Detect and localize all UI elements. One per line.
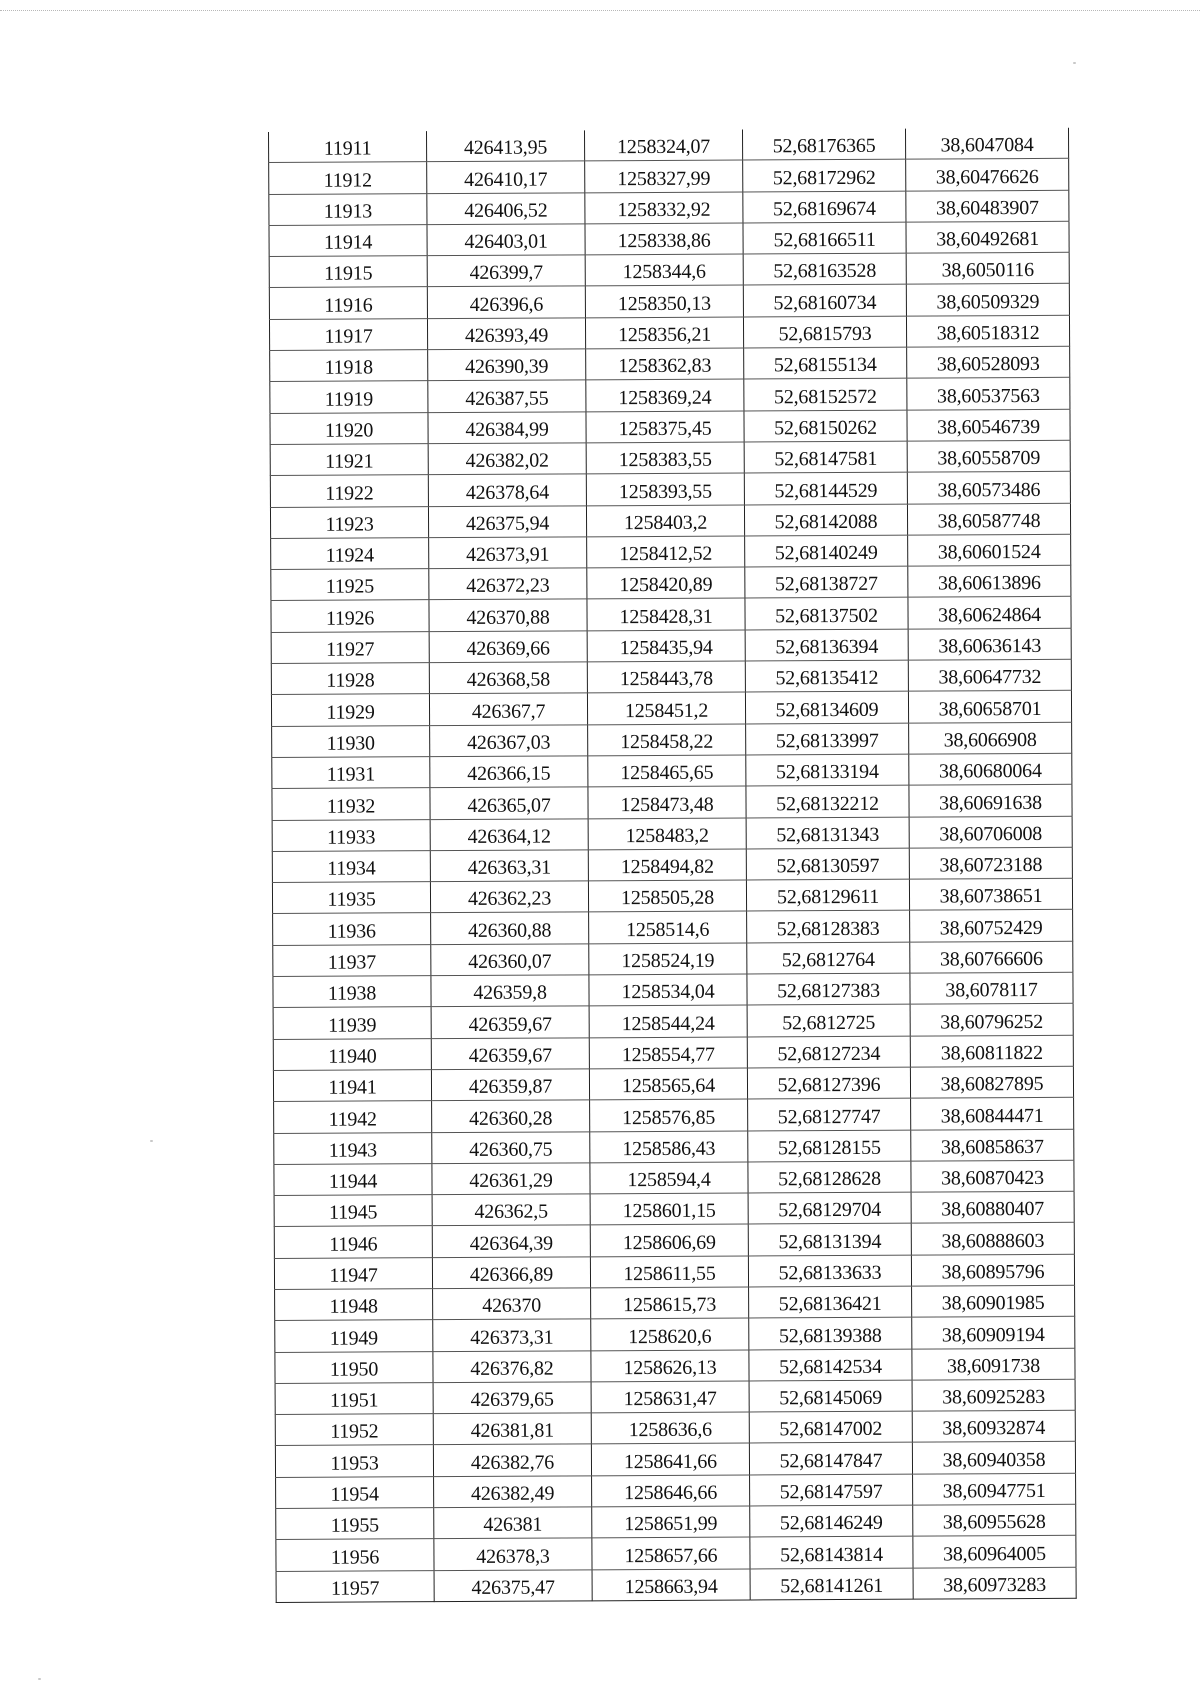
y-coordinate-cell: 1258451,2 bbox=[587, 692, 745, 724]
longitude-cell: 38,60476626 bbox=[906, 159, 1069, 191]
y-coordinate-cell: 1258356,21 bbox=[585, 317, 743, 349]
point-number-cell: 11931 bbox=[272, 757, 430, 789]
x-coordinate-cell: 426406,52 bbox=[427, 192, 585, 224]
table-row bbox=[275, 1285, 1075, 1320]
y-coordinate-cell: 1258383,55 bbox=[586, 442, 744, 474]
x-coordinate-cell: 426367,03 bbox=[430, 724, 588, 756]
latitude-cell: 52,68128155 bbox=[748, 1130, 911, 1162]
longitude-cell: 38,6078117 bbox=[910, 972, 1073, 1004]
y-coordinate-cell: 1258565,64 bbox=[589, 1068, 747, 1100]
table-row bbox=[270, 378, 1070, 413]
y-coordinate-cell: 1258544,24 bbox=[589, 1005, 747, 1037]
latitude-cell: 52,6812725 bbox=[747, 1004, 910, 1036]
table-row bbox=[269, 315, 1069, 350]
table-row bbox=[271, 691, 1071, 726]
point-number-cell: 11936 bbox=[273, 913, 431, 945]
latitude-cell: 52,68129611 bbox=[746, 879, 909, 911]
x-coordinate-cell: 426359,67 bbox=[431, 1037, 589, 1069]
longitude-cell: 38,60796252 bbox=[910, 1004, 1073, 1036]
longitude-cell: 38,60752429 bbox=[910, 910, 1073, 942]
x-coordinate-cell: 426390,39 bbox=[428, 349, 586, 381]
table-row bbox=[275, 1348, 1075, 1383]
table-row bbox=[269, 159, 1069, 194]
y-coordinate-cell: 1258369,24 bbox=[586, 379, 744, 411]
latitude-cell: 52,68127747 bbox=[748, 1098, 911, 1130]
longitude-cell: 38,60601524 bbox=[908, 534, 1071, 566]
longitude-cell: 38,60827895 bbox=[910, 1066, 1073, 1098]
latitude-cell: 52,68128628 bbox=[748, 1161, 911, 1193]
latitude-cell: 52,68134609 bbox=[745, 691, 908, 723]
y-coordinate-cell: 1258586,43 bbox=[590, 1131, 748, 1163]
longitude-cell: 38,60613896 bbox=[908, 565, 1071, 597]
x-coordinate-cell: 426373,91 bbox=[429, 537, 587, 569]
x-coordinate-cell: 426399,7 bbox=[427, 255, 585, 287]
table-row bbox=[270, 440, 1070, 475]
scan-edge-line bbox=[0, 10, 1200, 11]
x-coordinate-cell: 426364,12 bbox=[430, 818, 588, 850]
latitude-cell: 52,68163528 bbox=[743, 253, 906, 285]
longitude-cell: 38,60518312 bbox=[906, 315, 1069, 347]
x-coordinate-cell: 426370 bbox=[433, 1288, 591, 1320]
longitude-cell: 38,60811822 bbox=[910, 1035, 1073, 1067]
y-coordinate-cell: 1258465,65 bbox=[588, 755, 746, 787]
table-row bbox=[275, 1317, 1075, 1352]
x-coordinate-cell: 426368,58 bbox=[429, 662, 587, 694]
latitude-cell: 52,6815793 bbox=[743, 316, 906, 348]
y-coordinate-cell: 1258393,55 bbox=[586, 473, 744, 505]
point-number-cell: 11930 bbox=[272, 725, 430, 757]
longitude-cell: 38,60509329 bbox=[906, 284, 1069, 316]
y-coordinate-cell: 1258375,45 bbox=[586, 411, 744, 443]
point-number-cell: 11917 bbox=[269, 318, 427, 350]
latitude-cell: 52,68147002 bbox=[749, 1411, 912, 1443]
y-coordinate-cell: 1258483,2 bbox=[588, 818, 746, 850]
longitude-cell: 38,60901985 bbox=[912, 1285, 1075, 1317]
latitude-cell: 52,68142534 bbox=[749, 1349, 912, 1381]
latitude-cell: 52,68144529 bbox=[744, 472, 907, 504]
longitude-cell: 38,60738651 bbox=[909, 878, 1072, 910]
latitude-cell: 52,68169674 bbox=[743, 191, 906, 223]
longitude-cell: 38,60844471 bbox=[911, 1097, 1074, 1129]
point-number-cell: 11947 bbox=[274, 1257, 432, 1289]
table-row bbox=[275, 1442, 1075, 1477]
x-coordinate-cell: 426361,29 bbox=[432, 1163, 590, 1195]
longitude-cell: 38,60528093 bbox=[907, 346, 1070, 378]
x-coordinate-cell: 426369,66 bbox=[429, 631, 587, 663]
y-coordinate-cell: 1258458,22 bbox=[588, 724, 746, 756]
x-coordinate-cell: 426360,75 bbox=[432, 1131, 590, 1163]
table-row bbox=[269, 252, 1069, 287]
point-number-cell: 11920 bbox=[270, 412, 428, 444]
table-row bbox=[274, 1223, 1074, 1258]
x-coordinate-cell: 426363,31 bbox=[430, 850, 588, 882]
table-row bbox=[269, 284, 1069, 319]
x-coordinate-cell: 426413,95 bbox=[426, 130, 584, 162]
point-number-cell: 11935 bbox=[272, 882, 430, 914]
x-coordinate-cell: 426367,7 bbox=[429, 693, 587, 725]
point-number-cell: 11940 bbox=[273, 1038, 431, 1070]
latitude-cell: 52,68166511 bbox=[743, 222, 906, 254]
y-coordinate-cell: 1258594,4 bbox=[590, 1162, 748, 1194]
x-coordinate-cell: 426359,87 bbox=[431, 1069, 589, 1101]
table-row bbox=[271, 659, 1071, 694]
y-coordinate-cell: 1258626,13 bbox=[591, 1350, 749, 1382]
y-coordinate-cell: 1258620,6 bbox=[591, 1318, 749, 1350]
table-row bbox=[270, 346, 1070, 381]
point-number-cell: 11925 bbox=[271, 569, 429, 601]
latitude-cell: 52,68141261 bbox=[750, 1568, 913, 1600]
point-number-cell: 11946 bbox=[274, 1226, 432, 1258]
table-row bbox=[269, 128, 1069, 163]
x-coordinate-cell: 426379,65 bbox=[433, 1382, 591, 1414]
latitude-cell: 52,68133633 bbox=[748, 1255, 911, 1287]
y-coordinate-cell: 1258324,07 bbox=[584, 130, 742, 162]
longitude-cell: 38,60932874 bbox=[912, 1410, 1075, 1442]
table-row bbox=[271, 565, 1071, 600]
y-coordinate-cell: 1258615,73 bbox=[591, 1287, 749, 1319]
x-coordinate-cell: 426375,47 bbox=[434, 1569, 592, 1601]
point-number-cell: 11955 bbox=[276, 1508, 434, 1540]
y-coordinate-cell: 1258332,92 bbox=[585, 192, 743, 224]
x-coordinate-cell: 426396,6 bbox=[427, 286, 585, 318]
longitude-cell: 38,60691638 bbox=[909, 785, 1072, 817]
y-coordinate-cell: 1258651,99 bbox=[592, 1506, 750, 1538]
table-row bbox=[274, 1191, 1074, 1226]
x-coordinate-cell: 426378,3 bbox=[434, 1538, 592, 1570]
latitude-cell: 52,68145069 bbox=[749, 1380, 912, 1412]
longitude-cell: 38,6066908 bbox=[909, 722, 1072, 754]
x-coordinate-cell: 426403,01 bbox=[427, 224, 585, 256]
y-coordinate-cell: 1258350,13 bbox=[585, 285, 743, 317]
y-coordinate-cell: 1258606,69 bbox=[590, 1224, 748, 1256]
x-coordinate-cell: 426382,02 bbox=[428, 443, 586, 475]
x-coordinate-cell: 426360,07 bbox=[431, 944, 589, 976]
x-coordinate-cell: 426381,81 bbox=[433, 1413, 591, 1445]
table-row bbox=[273, 972, 1073, 1007]
y-coordinate-cell: 1258646,66 bbox=[592, 1475, 750, 1507]
longitude-cell: 38,60636143 bbox=[908, 628, 1071, 660]
latitude-cell: 52,68138727 bbox=[745, 566, 908, 598]
latitude-cell: 52,68139388 bbox=[749, 1317, 912, 1349]
y-coordinate-cell: 1258473,48 bbox=[588, 786, 746, 818]
coordinate-table-container bbox=[268, 128, 1076, 1603]
point-number-cell: 11938 bbox=[273, 976, 431, 1008]
longitude-cell: 38,60558709 bbox=[907, 440, 1070, 472]
longitude-cell: 38,60680064 bbox=[909, 753, 1072, 785]
y-coordinate-cell: 1258554,77 bbox=[589, 1037, 747, 1069]
table-row bbox=[269, 190, 1069, 225]
table-row bbox=[273, 1035, 1073, 1070]
y-coordinate-cell: 1258514,6 bbox=[589, 911, 747, 943]
longitude-cell: 38,60858637 bbox=[911, 1129, 1074, 1161]
latitude-cell: 52,68152572 bbox=[744, 379, 907, 411]
latitude-cell: 52,68128383 bbox=[747, 911, 910, 943]
y-coordinate-cell: 1258663,94 bbox=[592, 1569, 750, 1601]
scan-speck bbox=[38, 1678, 41, 1680]
point-number-cell: 11923 bbox=[270, 506, 428, 538]
point-number-cell: 11941 bbox=[273, 1070, 431, 1102]
latitude-cell: 52,68155134 bbox=[744, 347, 907, 379]
y-coordinate-cell: 1258494,82 bbox=[588, 849, 746, 881]
latitude-cell: 52,68150262 bbox=[744, 410, 907, 442]
latitude-cell: 52,68127396 bbox=[747, 1067, 910, 1099]
point-number-cell: 11952 bbox=[275, 1414, 433, 1446]
point-number-cell: 11916 bbox=[269, 287, 427, 319]
longitude-cell: 38,60870423 bbox=[911, 1160, 1074, 1192]
table-row bbox=[275, 1379, 1075, 1414]
point-number-cell: 11918 bbox=[270, 350, 428, 382]
point-number-cell: 11912 bbox=[269, 162, 427, 194]
x-coordinate-cell: 426362,23 bbox=[430, 881, 588, 913]
longitude-cell: 38,60546739 bbox=[907, 409, 1070, 441]
table-row bbox=[270, 409, 1070, 444]
table-row bbox=[276, 1567, 1076, 1602]
y-coordinate-cell: 1258443,78 bbox=[587, 661, 745, 693]
point-number-cell: 11939 bbox=[273, 1007, 431, 1039]
x-coordinate-cell: 426359,8 bbox=[431, 975, 589, 1007]
table-row bbox=[274, 1254, 1074, 1289]
longitude-cell: 38,60973283 bbox=[913, 1567, 1076, 1599]
point-number-cell: 11951 bbox=[275, 1383, 433, 1415]
longitude-cell: 38,60880407 bbox=[911, 1191, 1074, 1223]
latitude-cell: 52,68146249 bbox=[750, 1505, 913, 1537]
x-coordinate-cell: 426373,31 bbox=[433, 1319, 591, 1351]
point-number-cell: 11937 bbox=[273, 944, 431, 976]
longitude-cell: 38,60964005 bbox=[913, 1536, 1076, 1568]
latitude-cell: 52,68132212 bbox=[746, 785, 909, 817]
y-coordinate-cell: 1258524,19 bbox=[589, 943, 747, 975]
latitude-cell: 52,68136421 bbox=[749, 1286, 912, 1318]
point-number-cell: 11922 bbox=[270, 475, 428, 507]
y-coordinate-cell: 1258657,66 bbox=[592, 1537, 750, 1569]
longitude-cell: 38,6091738 bbox=[912, 1348, 1075, 1380]
longitude-cell: 38,60895796 bbox=[911, 1254, 1074, 1286]
y-coordinate-cell: 1258327,99 bbox=[585, 160, 743, 192]
x-coordinate-cell: 426381 bbox=[434, 1507, 592, 1539]
table-row bbox=[273, 910, 1073, 945]
latitude-cell: 52,68140249 bbox=[745, 535, 908, 567]
x-coordinate-cell: 426359,67 bbox=[431, 1006, 589, 1038]
table-row bbox=[271, 597, 1071, 632]
x-coordinate-cell: 426362,5 bbox=[432, 1194, 590, 1226]
point-number-cell: 11915 bbox=[269, 256, 427, 288]
x-coordinate-cell: 426384,99 bbox=[428, 412, 586, 444]
longitude-cell: 38,6050116 bbox=[906, 252, 1069, 284]
latitude-cell: 52,68147581 bbox=[744, 441, 907, 473]
y-coordinate-cell: 1258420,89 bbox=[587, 567, 745, 599]
x-coordinate-cell: 426360,88 bbox=[431, 912, 589, 944]
scan-speck bbox=[1073, 62, 1076, 64]
y-coordinate-cell: 1258435,94 bbox=[587, 630, 745, 662]
point-number-cell: 11921 bbox=[270, 444, 428, 476]
table-row bbox=[275, 1410, 1075, 1445]
point-number-cell: 11945 bbox=[274, 1195, 432, 1227]
point-number-cell: 11948 bbox=[275, 1289, 433, 1321]
table-row bbox=[273, 941, 1073, 976]
y-coordinate-cell: 1258412,52 bbox=[587, 536, 745, 568]
point-number-cell: 11914 bbox=[269, 225, 427, 257]
point-number-cell: 11944 bbox=[274, 1163, 432, 1195]
x-coordinate-cell: 426376,82 bbox=[433, 1350, 591, 1382]
table-row bbox=[276, 1504, 1076, 1539]
table-row bbox=[271, 628, 1071, 663]
y-coordinate-cell: 1258428,31 bbox=[587, 598, 745, 630]
latitude-cell: 52,68137502 bbox=[745, 598, 908, 630]
latitude-cell: 52,68147847 bbox=[749, 1443, 912, 1475]
longitude-cell: 38,60947751 bbox=[913, 1473, 1076, 1505]
latitude-cell: 52,68135412 bbox=[745, 660, 908, 692]
latitude-cell: 52,68133997 bbox=[746, 723, 909, 755]
longitude-cell: 38,60624864 bbox=[908, 597, 1071, 629]
y-coordinate-cell: 1258362,83 bbox=[586, 348, 744, 380]
latitude-cell: 52,68130597 bbox=[746, 848, 909, 880]
point-number-cell: 11929 bbox=[271, 694, 429, 726]
latitude-cell: 52,68147597 bbox=[750, 1474, 913, 1506]
point-number-cell: 11913 bbox=[269, 193, 427, 225]
x-coordinate-cell: 426375,94 bbox=[428, 505, 586, 537]
latitude-cell: 52,68142088 bbox=[744, 504, 907, 536]
table-row bbox=[272, 722, 1072, 757]
latitude-cell: 52,68133194 bbox=[746, 754, 909, 786]
point-number-cell: 11950 bbox=[275, 1351, 433, 1383]
latitude-cell: 52,68136394 bbox=[745, 629, 908, 661]
table-row bbox=[274, 1160, 1074, 1195]
latitude-cell: 52,68129704 bbox=[748, 1192, 911, 1224]
x-coordinate-cell: 426372,23 bbox=[429, 568, 587, 600]
point-number-cell: 11928 bbox=[271, 663, 429, 695]
table-row bbox=[272, 878, 1072, 913]
table-row bbox=[271, 534, 1071, 569]
longitude-cell: 38,60888603 bbox=[911, 1223, 1074, 1255]
point-number-cell: 11954 bbox=[276, 1476, 434, 1508]
point-number-cell: 11927 bbox=[271, 631, 429, 663]
longitude-cell: 38,60658701 bbox=[908, 691, 1071, 723]
x-coordinate-cell: 426378,64 bbox=[428, 474, 586, 506]
table-row bbox=[272, 753, 1072, 788]
latitude-cell: 52,68160734 bbox=[743, 285, 906, 317]
x-coordinate-cell: 426365,07 bbox=[430, 787, 588, 819]
y-coordinate-cell: 1258641,66 bbox=[591, 1443, 749, 1475]
point-number-cell: 11934 bbox=[272, 850, 430, 882]
x-coordinate-cell: 426370,88 bbox=[429, 599, 587, 631]
point-number-cell: 11949 bbox=[275, 1320, 433, 1352]
x-coordinate-cell: 426366,89 bbox=[432, 1257, 590, 1289]
latitude-cell: 52,68143814 bbox=[750, 1537, 913, 1569]
y-coordinate-cell: 1258611,55 bbox=[590, 1256, 748, 1288]
table-row bbox=[272, 847, 1072, 882]
y-coordinate-cell: 1258534,04 bbox=[589, 974, 747, 1006]
longitude-cell: 38,60766606 bbox=[910, 941, 1073, 973]
longitude-cell: 38,60483907 bbox=[906, 190, 1069, 222]
point-number-cell: 11953 bbox=[275, 1445, 433, 1477]
table-row bbox=[273, 1004, 1073, 1039]
longitude-cell: 38,60537563 bbox=[907, 378, 1070, 410]
point-number-cell: 11932 bbox=[272, 788, 430, 820]
latitude-cell: 52,68127383 bbox=[747, 973, 910, 1005]
point-number-cell: 11957 bbox=[276, 1570, 434, 1602]
x-coordinate-cell: 426360,28 bbox=[432, 1100, 590, 1132]
coordinate-table bbox=[268, 128, 1077, 1603]
table-row bbox=[276, 1473, 1076, 1508]
table-row bbox=[270, 503, 1070, 538]
longitude-cell: 38,60925283 bbox=[912, 1379, 1075, 1411]
longitude-cell: 38,60647732 bbox=[908, 659, 1071, 691]
point-number-cell: 11911 bbox=[269, 131, 427, 163]
y-coordinate-cell: 1258631,47 bbox=[591, 1381, 749, 1413]
longitude-cell: 38,60492681 bbox=[906, 221, 1069, 253]
table-row bbox=[269, 221, 1069, 256]
x-coordinate-cell: 426366,15 bbox=[430, 756, 588, 788]
y-coordinate-cell: 1258576,85 bbox=[590, 1099, 748, 1131]
table-row bbox=[273, 1066, 1073, 1101]
latitude-cell: 52,6812764 bbox=[747, 942, 910, 974]
longitude-cell: 38,60955628 bbox=[913, 1504, 1076, 1536]
longitude-cell: 38,6047084 bbox=[905, 128, 1068, 160]
y-coordinate-cell: 1258403,2 bbox=[586, 505, 744, 537]
table-row bbox=[272, 816, 1072, 851]
y-coordinate-cell: 1258636,6 bbox=[591, 1412, 749, 1444]
x-coordinate-cell: 426382,76 bbox=[433, 1444, 591, 1476]
point-number-cell: 11926 bbox=[271, 600, 429, 632]
longitude-cell: 38,60909194 bbox=[912, 1317, 1075, 1349]
table-row bbox=[270, 472, 1070, 507]
x-coordinate-cell: 426387,55 bbox=[428, 380, 586, 412]
latitude-cell: 52,68127234 bbox=[747, 1036, 910, 1068]
latitude-cell: 52,68131394 bbox=[748, 1224, 911, 1256]
latitude-cell: 52,68176365 bbox=[742, 129, 905, 161]
point-number-cell: 11943 bbox=[274, 1132, 432, 1164]
point-number-cell: 11942 bbox=[274, 1101, 432, 1133]
point-number-cell: 11919 bbox=[270, 381, 428, 413]
y-coordinate-cell: 1258601,15 bbox=[590, 1193, 748, 1225]
x-coordinate-cell: 426410,17 bbox=[427, 161, 585, 193]
x-coordinate-cell: 426382,49 bbox=[434, 1476, 592, 1508]
scan-speck bbox=[150, 1140, 153, 1142]
table-row bbox=[272, 785, 1072, 820]
latitude-cell: 52,68172962 bbox=[743, 159, 906, 191]
longitude-cell: 38,60573486 bbox=[907, 472, 1070, 504]
longitude-cell: 38,60723188 bbox=[909, 847, 1072, 879]
table-row bbox=[276, 1536, 1076, 1571]
longitude-cell: 38,60706008 bbox=[909, 816, 1072, 848]
point-number-cell: 11924 bbox=[271, 538, 429, 570]
longitude-cell: 38,60587748 bbox=[907, 503, 1070, 535]
y-coordinate-cell: 1258344,6 bbox=[585, 254, 743, 286]
table-row bbox=[274, 1097, 1074, 1132]
coordinate-table-body bbox=[269, 128, 1077, 1603]
point-number-cell: 11933 bbox=[272, 819, 430, 851]
x-coordinate-cell: 426393,49 bbox=[427, 318, 585, 350]
y-coordinate-cell: 1258338,86 bbox=[585, 223, 743, 255]
longitude-cell: 38,60940358 bbox=[912, 1442, 1075, 1474]
x-coordinate-cell: 426364,39 bbox=[432, 1225, 590, 1257]
latitude-cell: 52,68131343 bbox=[746, 817, 909, 849]
y-coordinate-cell: 1258505,28 bbox=[588, 880, 746, 912]
point-number-cell: 11956 bbox=[276, 1539, 434, 1571]
table-row bbox=[274, 1129, 1074, 1164]
